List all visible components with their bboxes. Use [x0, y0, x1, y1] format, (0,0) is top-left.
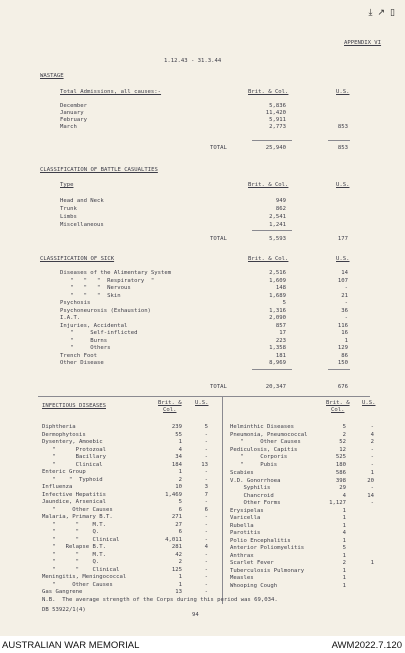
sick-row-brit: 8,969: [269, 360, 286, 366]
download-icon[interactable]: ⤓: [368, 8, 373, 18]
sick-row-brit: 1,316: [269, 307, 286, 314]
sick-row-us: -: [344, 315, 348, 321]
infectious-left-us: -: [204, 581, 208, 588]
infectious-right-brit: 29: [339, 485, 346, 491]
wastage-row-brit: 5,836: [269, 103, 286, 109]
infectious-left-brit: 1: [178, 469, 182, 475]
infectious-col-us-right: U.S.: [362, 400, 376, 406]
infectious-left-label: " Bacillary: [42, 454, 106, 460]
infectious-right-brit: 1: [342, 582, 346, 589]
infectious-right-us: 4: [370, 431, 374, 438]
sick-row-us: 21: [341, 292, 348, 299]
wastage-col-brit: Brit. & Col.: [248, 89, 289, 95]
infectious-right-label: Syphilis: [230, 485, 271, 491]
infectious-left-brit: 42: [175, 551, 182, 558]
infectious-right-brit: 398: [335, 477, 346, 484]
sick-row-label: Injuries, Accidental: [60, 322, 128, 329]
infectious-right-us: 1: [370, 560, 374, 566]
battle-total-rule: [252, 230, 292, 231]
sick-row-brit: 148: [275, 285, 286, 291]
total-admissions-label: Total Admissions, all causes:-: [60, 89, 162, 95]
infectious-left-brit: 27: [175, 521, 182, 528]
sick-row-label: " " " Nervous: [60, 285, 131, 291]
sick-title: CLASSIFICATION OF SICK: [40, 256, 115, 262]
infectious-left-label: Diphtheria: [42, 424, 76, 430]
infectious-left-label: Malaria, Primary B.T.: [42, 514, 113, 520]
infectious-left-label: " " Typhoid: [42, 476, 103, 483]
infectious-left-us: 5: [204, 424, 208, 430]
infectious-right-brit: 2: [342, 431, 346, 438]
infectious-right-brit: 5: [342, 545, 346, 551]
infectious-right-brit: 1: [342, 552, 346, 559]
infectious-left-brit: 4: [178, 446, 182, 453]
infectious-left-label: Infective Hepatitis: [42, 491, 106, 498]
archive-name: AUSTRALIAN WAR MEMORIAL: [2, 640, 140, 651]
battle-row-label: Trunk: [60, 206, 77, 212]
infectious-left-us: -: [204, 454, 208, 460]
infectious-left-label: " Other Causes: [42, 581, 113, 588]
infectious-left-label: " Relapse B.T.: [42, 544, 106, 550]
infectious-right-label: Tuberculosis Pulmonary: [230, 567, 305, 574]
infectious-right-us: 20: [367, 477, 374, 484]
infectious-left-brit: 2: [178, 559, 182, 565]
sick-row-label: " Self-inflicted: [60, 330, 138, 336]
infectious-left-brit: 184: [171, 461, 182, 468]
infectious-top-rule: [38, 396, 370, 397]
sick-row-label: " Burns: [60, 337, 108, 344]
wastage-row-label: February: [60, 117, 87, 123]
infectious-col-brit-left: Brit. &: [158, 400, 182, 406]
wastage-total-rule-us: [328, 140, 350, 141]
sick-row-us: 36: [341, 307, 348, 314]
infectious-right-label: V.D. Gonorrhoea: [230, 477, 281, 484]
infectious-right-us: 14: [367, 492, 374, 499]
battle-row-label: Miscellaneous: [60, 222, 104, 228]
battle-row-brit: 2,541: [269, 214, 286, 220]
infectious-left-us: -: [204, 439, 208, 445]
infectious-left-us: -: [204, 566, 208, 573]
sick-row-brit: 2,090: [269, 315, 286, 321]
sick-row-label: Trench Foot: [60, 352, 98, 359]
battle-col-us: U.S.: [336, 182, 350, 188]
infectious-right-label: " Pubis: [230, 461, 278, 468]
infectious-left-label: " Other Causes: [42, 506, 113, 513]
infectious-left-label: " Protozoal: [42, 446, 106, 453]
infectious-right-us: -: [370, 461, 374, 468]
infectious-left-brit: 125: [171, 566, 182, 573]
infectious-right-label: Measles: [230, 575, 254, 581]
bookmark-icon[interactable]: ▯: [390, 8, 395, 18]
infectious-left-us: -: [204, 574, 208, 580]
infectious-right-us: 2: [370, 439, 374, 445]
infectious-left-brit: 6: [178, 529, 182, 535]
infectious-right-us: -: [370, 446, 374, 453]
sick-row-us: 1: [344, 337, 348, 344]
infectious-right-label: Anthrax: [230, 552, 254, 559]
sick-row-label: Other Disease: [60, 360, 104, 366]
document-reference: DB 53922/1(4): [42, 607, 86, 613]
infectious-right-brit: 1: [342, 537, 346, 544]
infectious-left-brit: 2: [178, 476, 182, 483]
infectious-left-us: 13: [201, 461, 208, 468]
infectious-left-brit: 5: [178, 499, 182, 505]
wastage-total-rule: [252, 140, 292, 141]
infectious-right-brit: 2: [342, 560, 346, 566]
infectious-right-us: -: [370, 485, 374, 491]
infectious-right-label: Whooping Cough: [230, 582, 278, 589]
infectious-right-brit: 4: [342, 530, 346, 536]
sick-row-us: 150: [337, 360, 348, 366]
infectious-left-label: Meningitis, Meningococcal: [42, 574, 127, 580]
battle-total-us: 177: [337, 236, 348, 242]
infectious-left-brit: 13: [175, 589, 182, 595]
sick-row-label: Psychoneurosis (Exhaustion): [60, 307, 151, 314]
battle-col-brit: Brit. & Col.: [248, 182, 289, 188]
infectious-right-brit: 1: [342, 515, 346, 521]
toolbar-icons: [369, 8, 395, 18]
sick-row-label: " Others: [60, 345, 111, 351]
infectious-left-us: -: [204, 589, 208, 595]
infectious-left-label: Gas Gangrene: [42, 589, 83, 595]
infectious-right-brit: 586: [335, 470, 346, 476]
infectious-left-brit: 1: [178, 439, 182, 445]
infectious-column-divider: [222, 396, 223, 604]
infectious-right-brit: 52: [339, 439, 346, 445]
sick-row-brit: 857: [275, 322, 286, 329]
infectious-left-us: -: [204, 559, 208, 565]
infectious-left-label: Enteric Group: [42, 469, 86, 475]
infectious-right-us: -: [370, 454, 374, 460]
infectious-left-brit: 1,469: [165, 491, 182, 498]
share-icon[interactable]: ↗: [377, 8, 386, 18]
infectious-title: INFECTIOUS DISEASES: [42, 403, 106, 409]
infectious-right-brit: 1: [342, 507, 346, 514]
sick-row-us: 107: [337, 277, 348, 284]
sick-row-brit: 2,516: [269, 270, 286, 276]
infectious-left-us: -: [204, 476, 208, 483]
sick-row-brit: 1,358: [269, 345, 286, 351]
sick-row-label: Psychosis: [60, 300, 91, 306]
infectious-right-label: Scabies: [230, 470, 254, 476]
infectious-left-label: Dysentery, Amoebic: [42, 439, 103, 445]
infectious-left-label: " " Q.: [42, 559, 100, 565]
infectious-left-brit: 1: [178, 574, 182, 580]
infectious-left-brit: 281: [171, 544, 182, 550]
infectious-right-us: -: [370, 500, 374, 506]
battle-type-label: Type: [60, 182, 74, 188]
infectious-left-us: -: [204, 499, 208, 505]
sick-row-us: 14: [341, 270, 348, 276]
sick-row-us: 16: [341, 330, 348, 336]
infectious-col-us-left: U.S.: [195, 400, 209, 406]
infectious-left-brit: 34: [175, 454, 182, 460]
wastage-total-brit: 25,940: [265, 145, 286, 151]
infectious-right-brit: 4: [342, 492, 346, 499]
infectious-right-label: Anterior Poliomyelitis: [230, 545, 305, 551]
archive-footer: [0, 636, 405, 653]
infectious-left-label: Jaundice, Arsenical: [42, 499, 106, 505]
infectious-left-brit: 10: [175, 484, 182, 490]
sick-col-brit: Brit. & Col.: [248, 256, 289, 262]
sick-row-us: 129: [337, 345, 348, 351]
wastage-row-us: 853: [337, 124, 348, 130]
sick-total-brit: 20,347: [265, 384, 286, 390]
battle-total-brit: 5,593: [269, 236, 286, 242]
sick-row-brit: 1,689: [269, 292, 286, 299]
infectious-left-brit: 55: [175, 431, 182, 438]
infectious-left-label: Dermophytosis: [42, 431, 86, 438]
infectious-right-label: Polio Encephalitis: [230, 537, 291, 544]
infectious-left-us: -: [204, 446, 208, 453]
infectious-col-brit2-right: Col.: [331, 407, 345, 413]
sick-row-label: " " " Respiratory ": [60, 277, 155, 284]
sick-total-rule: [252, 369, 292, 370]
infectious-right-label: Varicella: [230, 515, 261, 521]
sick-row-brit: 17: [279, 330, 286, 336]
infectious-right-brit: 12: [339, 446, 346, 453]
infectious-right-label: Rubella: [230, 522, 254, 529]
infectious-left-us: 3: [204, 484, 208, 490]
wastage-row-brit: 5,911: [269, 117, 286, 123]
infectious-right-label: Other Forms: [230, 500, 281, 506]
battle-total-label: TOTAL: [210, 236, 227, 242]
period: 1.12.43 - 31.3.44: [164, 58, 222, 64]
infectious-right-label: Parotitis: [230, 530, 261, 536]
infectious-right-us: -: [370, 424, 374, 430]
wastage-row-label: January: [60, 110, 84, 116]
infectious-left-us: -: [204, 469, 208, 475]
infectious-left-brit: 4,011: [165, 536, 182, 543]
infectious-left-us: 7: [204, 491, 208, 498]
page-number: 94: [192, 612, 199, 618]
infectious-right-label: Helminthic Diseases: [230, 424, 294, 430]
sick-row-label: " " " Skin: [60, 292, 121, 299]
infectious-right-label: Chancroid: [230, 492, 274, 499]
infectious-left-label: " " M.T.: [42, 551, 106, 558]
infectious-left-us: -: [204, 521, 208, 528]
infectious-left-brit: 271: [171, 514, 182, 520]
strength-note: N.B. The average strength of the Corps during this period was 69,034.: [42, 597, 278, 603]
infectious-right-label: Erysipelas: [230, 507, 264, 514]
battle-row-label: Limbs: [60, 214, 77, 220]
infectious-left-brit: 1: [178, 581, 182, 588]
sick-row-brit: 223: [275, 337, 286, 344]
infectious-left-label: " " M.T.: [42, 521, 106, 528]
wastage-row-label: March: [60, 124, 77, 130]
wastage-col-us: U.S.: [336, 89, 350, 95]
sick-row-label: Diseases of the Alimentary System: [60, 270, 172, 276]
infectious-left-us: -: [204, 536, 208, 543]
sick-row-brit: 181: [275, 352, 286, 359]
infectious-left-us: -: [204, 551, 208, 558]
wastage-row-brit: 11,420: [265, 110, 286, 116]
sick-col-us: U.S.: [336, 256, 350, 262]
infectious-right-brit: 1: [342, 567, 346, 574]
infectious-right-brit: 5: [342, 424, 346, 430]
infectious-left-us: -: [204, 514, 208, 520]
sick-row-label: I.A.T.: [60, 315, 81, 321]
sick-total-rule-us: [328, 369, 350, 370]
infectious-right-brit: 1: [342, 575, 346, 581]
infectious-right-label: Pediculosis, Capitis: [230, 446, 298, 453]
battle-row-brit: 862: [275, 206, 286, 212]
wastage-total-label: TOTAL: [210, 145, 227, 151]
infectious-left-label: " " Clinical: [42, 566, 120, 573]
sick-total-us: 676: [337, 384, 348, 390]
infectious-left-us: -: [204, 431, 208, 438]
wastage-total-us: 853: [337, 145, 348, 151]
infectious-right-label: " Other Causes: [230, 439, 301, 445]
battle-row-label: Head and Neck: [60, 198, 104, 204]
infectious-right-brit: 1,127: [329, 500, 346, 506]
sick-row-us: -: [344, 285, 348, 291]
battle-row-brit: 949: [275, 198, 286, 204]
wastage-title: WASTAGE: [40, 73, 64, 79]
sick-total-label: TOTAL: [210, 384, 227, 390]
infectious-left-label: " Clinical: [42, 461, 103, 468]
infectious-left-us: 6: [204, 506, 208, 513]
infectious-col-brit-right: Brit. &: [326, 400, 350, 406]
sick-row-us: 86: [341, 352, 348, 359]
infectious-left-label: " " Clinical: [42, 536, 120, 543]
infectious-right-brit: 1: [342, 522, 346, 529]
wastage-row-label: December: [60, 103, 87, 109]
wastage-row-brit: 2,773: [269, 124, 286, 130]
infectious-left-brit: 6: [178, 506, 182, 513]
sick-row-brit: 1,609: [269, 277, 286, 284]
infectious-right-brit: 180: [335, 461, 346, 468]
infectious-right-label: Pneumonia, Pneumococcal: [230, 431, 308, 438]
battle-row-brit: 1,241: [269, 222, 286, 228]
sick-row-us: -: [344, 300, 348, 306]
archive-reference: AWM2022.7.120: [331, 640, 402, 651]
infectious-left-us: 4: [204, 544, 208, 550]
infectious-left-brit: 239: [171, 424, 182, 430]
infectious-right-label: " Corporis: [230, 454, 288, 460]
sick-row-brit: 5: [282, 300, 286, 306]
infectious-right-brit: 525: [335, 454, 346, 460]
sick-row-us: 116: [337, 322, 348, 329]
infectious-left-us: -: [204, 529, 208, 535]
infectious-right-label: Scarlet Fever: [230, 560, 274, 566]
infectious-left-label: Influenza: [42, 484, 73, 490]
infectious-right-us: 1: [370, 470, 374, 476]
appendix-label: APPENDIX VI: [344, 40, 382, 46]
battle-title: CLASSIFICATION OF BATTLE CASUALTIES: [40, 167, 158, 173]
infectious-left-label: " " Q.: [42, 529, 100, 535]
infectious-col-brit2-left: Col.: [163, 407, 177, 413]
